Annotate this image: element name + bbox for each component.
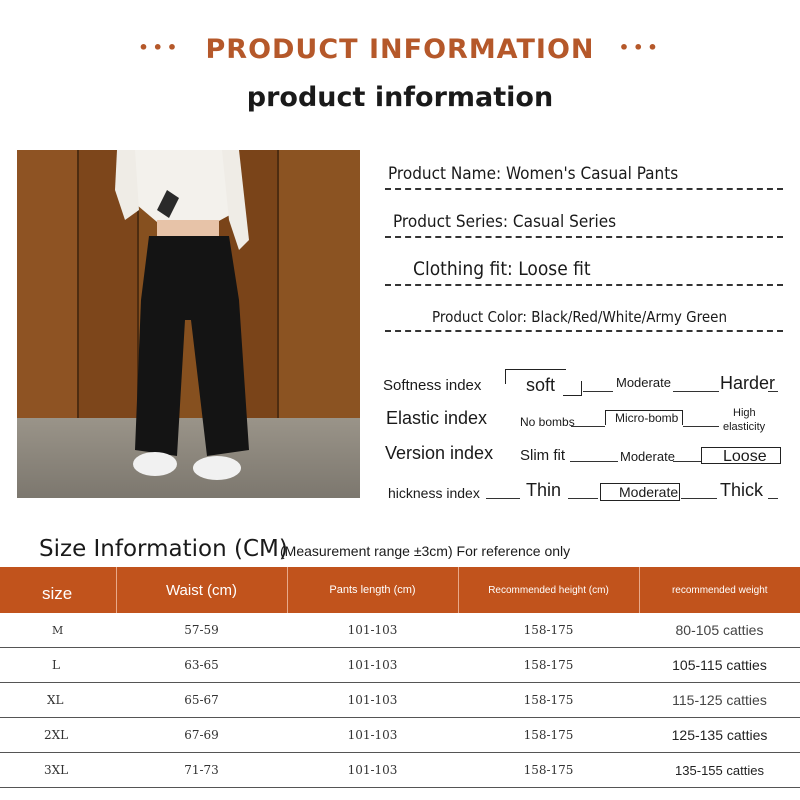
cell-waist: 57-59	[116, 613, 287, 648]
cell-weight: 135-155 catties	[639, 753, 800, 788]
table-row	[0, 718, 800, 753]
cell-height: 158-175	[458, 753, 639, 788]
softness-index-label: Softness index	[383, 377, 482, 394]
col-height: Recommended height (cm)	[458, 567, 639, 613]
cell-height: 158-175	[458, 718, 639, 753]
cell-waist: 67-69	[116, 718, 287, 753]
softness-opt-moderate: Moderate	[616, 375, 671, 390]
info-name: Product Name: Women's Casual Pants	[388, 164, 679, 184]
thickness-opt-thick: Thick	[720, 480, 764, 500]
info-name-row	[385, 158, 783, 190]
section-title-text: PRODUCT INFORMATION	[205, 34, 595, 65]
cell-waist: 65-67	[116, 683, 287, 718]
info-fit-row	[385, 254, 783, 286]
size-info-note: (Measurement range ±3cm) For reference only	[280, 543, 571, 559]
version-opt-moderate: Moderate	[620, 449, 675, 464]
size-table	[0, 567, 800, 788]
table-row	[0, 613, 800, 648]
info-series: Product Series: Casual Series	[393, 212, 617, 232]
cell-length: 101-103	[287, 683, 458, 718]
table-row	[0, 753, 800, 788]
elastic-opt-micro-bomb: Micro-bomb	[615, 411, 679, 425]
cell-size: 3XL	[0, 753, 116, 788]
cell-height: 158-175	[458, 613, 639, 648]
cell-size: 2XL	[0, 718, 116, 753]
col-weight: recommended weight	[639, 567, 800, 613]
thickness-index-row	[383, 475, 783, 505]
cell-length: 101-103	[287, 648, 458, 683]
version-opt-slim-fit: Slim fit	[520, 447, 565, 464]
section-title	[0, 34, 800, 65]
decor-dots-left: •••	[138, 38, 182, 57]
cell-size: L	[0, 648, 116, 683]
size-table-header	[0, 567, 800, 613]
softness-opt-harder: Harder	[720, 373, 776, 393]
cell-height: 158-175	[458, 648, 639, 683]
thickness-opt-thin: Thin	[526, 480, 562, 500]
cell-size: M	[0, 613, 116, 648]
table-row	[0, 683, 800, 718]
cell-weight: 115-125 catties	[639, 683, 800, 718]
elastic-index-row	[383, 403, 783, 433]
version-index-label: Version index	[385, 443, 494, 463]
cell-size: XL	[0, 683, 116, 718]
info-color: Product Color: Black/Red/White/Army Green	[432, 308, 727, 326]
cell-length: 101-103	[287, 753, 458, 788]
info-color-row	[385, 300, 783, 332]
cell-weight: 125-135 catties	[639, 718, 800, 753]
col-length: Pants length (cm)	[287, 567, 458, 613]
col-size: size	[0, 567, 116, 613]
thickness-index-label: hickness index	[388, 485, 480, 501]
cell-waist: 71-73	[116, 753, 287, 788]
info-fit: Clothing fit: Loose fit	[413, 258, 591, 280]
col-waist: Waist (cm)	[116, 567, 287, 613]
info-series-row	[385, 206, 783, 238]
thickness-opt-moderate: Moderate	[619, 484, 679, 500]
size-info-title: Size Information (CM)	[39, 536, 288, 562]
elastic-opt-high: High	[733, 407, 756, 419]
softness-opt-soft: soft	[526, 375, 556, 395]
cell-length: 101-103	[287, 613, 458, 648]
version-opt-loose: Loose	[723, 448, 767, 465]
cell-height: 158-175	[458, 683, 639, 718]
decor-dots-right: •••	[618, 38, 662, 57]
table-row	[0, 648, 800, 683]
version-index-row	[383, 438, 783, 468]
elastic-opt-no-bombs: No bombs	[520, 415, 575, 429]
elastic-index-label: Elastic index	[386, 408, 488, 428]
subtitle: product information	[246, 82, 554, 113]
softness-index-row	[383, 368, 783, 398]
cell-waist: 63-65	[116, 648, 287, 683]
product-photo	[17, 150, 360, 498]
cell-weight: 105-115 catties	[639, 648, 800, 683]
cell-weight: 80-105 catties	[639, 613, 800, 648]
cell-length: 101-103	[287, 718, 458, 753]
elastic-opt-elasticity: elasticity	[723, 421, 766, 433]
